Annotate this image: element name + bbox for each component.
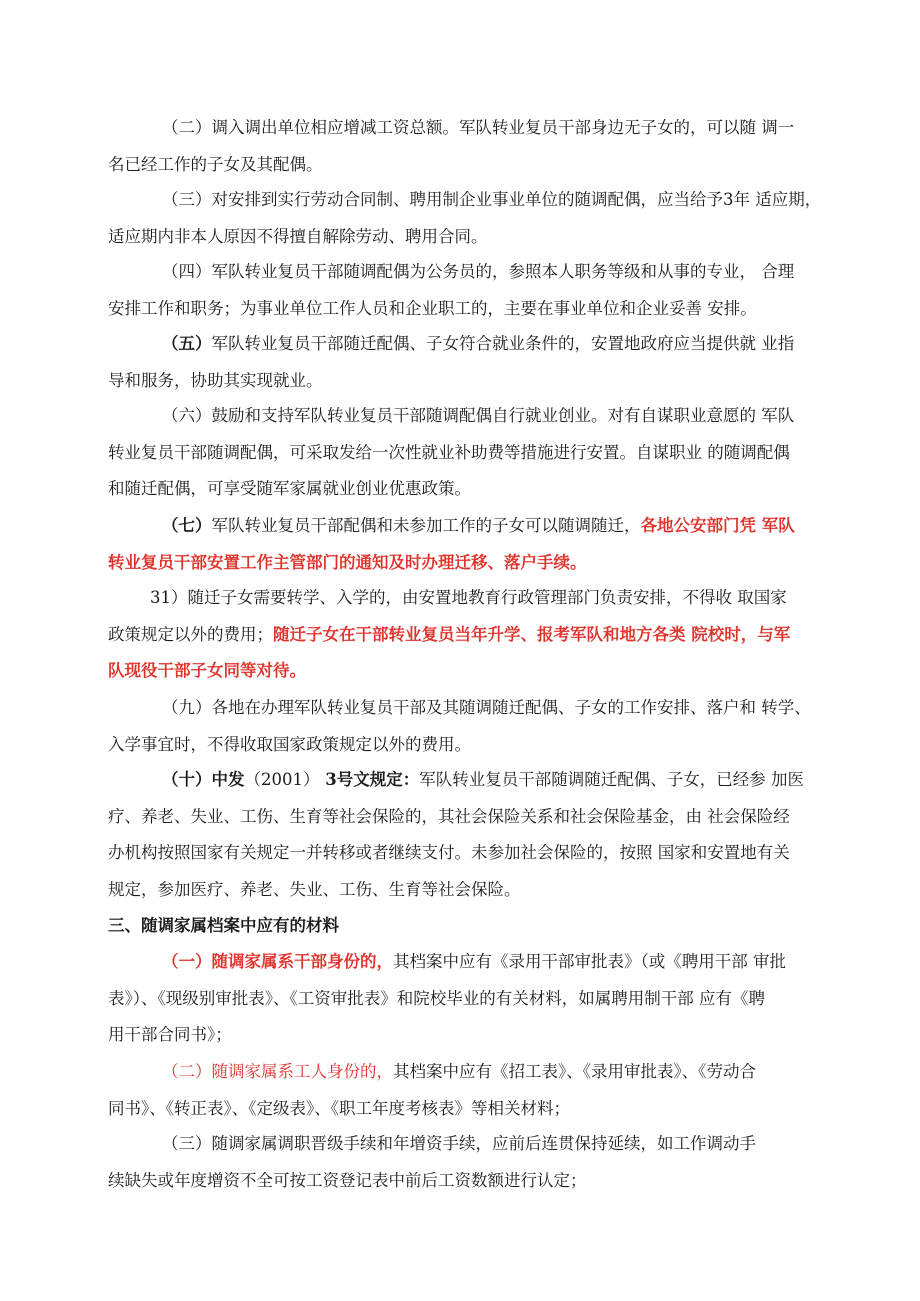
- text-line: [108, 944, 818, 981]
- paragraph-8: [108, 580, 818, 690]
- bold-text: 3号文规定：: [319, 770, 420, 789]
- text-line: （九）各地在办理军队转业复员干部及其随调随迁配偶、子女的工作安排、落户和 转学、: [162, 698, 811, 717]
- highlight-text: 转业复员干部安置工作主管部门的通知及时办理迁移、落户手续。: [108, 552, 587, 572]
- text-line: [108, 1054, 818, 1091]
- text-line: 办机构按照国家有关规定一并转移或者继续支付。未参加社会保险的，按照 国家和安置地有关: [108, 843, 790, 862]
- paragraph-2: [108, 110, 818, 183]
- text-line: 名已经工作的子女及其配偶。: [108, 154, 323, 174]
- item-number: （五）: [162, 334, 212, 353]
- text-run: 其档案中应有《录用干部审批表》（或《聘用干部 审批: [393, 952, 786, 971]
- text-line: （二）调入调出单位相应增减工资总额。军队转业复员干部身边无子女的，可以随 调一: [162, 118, 795, 137]
- text-run: 军队转业复员干部配偶和未参加工作的子女可以随调随迁，: [211, 516, 641, 535]
- paragraph-5: [108, 326, 818, 399]
- text-line: 续缺失或年度增资不全可按工资登记表中前后工资数额进行认定；: [108, 1170, 587, 1190]
- text-line: 入学事宜时，不得收取国家政策规定以外的费用。: [108, 734, 471, 754]
- text-line: 疗、养老、失业、工伤、生育等社会保险的，其社会保险关系和社会保险基金，由 社会保险经: [108, 806, 790, 826]
- highlight-text: （二）随调家属系工人身份的，: [162, 1062, 393, 1081]
- text-run: （2001）: [244, 770, 320, 789]
- text-line: （六）鼓励和支持军队转业复员干部随调配偶自行就业创业。对有自谋职业意愿的 军队: [162, 406, 795, 425]
- highlight-text: （一）随调家属系干部身份的，: [162, 952, 393, 971]
- paragraph-4: [108, 254, 818, 327]
- highlight-text: 各地公安部门凭 军队: [640, 516, 795, 535]
- materials-paragraph-1: [108, 944, 818, 1054]
- paragraph-9: [108, 690, 818, 763]
- paragraph-10: [108, 762, 818, 908]
- text-line: （四）军队转业复员干部随调配偶为公务员的，参照本人职务等级和从事的专业， 合理: [162, 262, 795, 281]
- text-line: 表》）、《现级别审批表》、《工资审批表》和院校毕业的有关材料，如属聘用制干部 应有《聘: [108, 988, 765, 1008]
- highlight-text: 队现役干部子女同等对待。: [108, 661, 306, 680]
- text-line: 规定，参加医疗、养老、失业、工伤、生育等社会保险。: [108, 879, 521, 899]
- materials-paragraph-3: [108, 1126, 818, 1199]
- highlight-text: 随迁子女在干部转业复员当年升学、报考军队和地方各类 院校时，与军: [273, 624, 791, 644]
- text-line: 用干部合同书》；: [108, 1025, 232, 1044]
- text-line: 同书》、《转正表》、《定级表》、《职工年度考核表》等相关材料；: [108, 1098, 570, 1118]
- text-run: 政策规定以外的费用；: [108, 624, 273, 644]
- text-line: （三）随调家属调职晋级手续和年增资手续，应前后连贯保持延续，如工作调动手: [162, 1134, 756, 1153]
- paragraph-7: [108, 508, 818, 581]
- paragraph-3: [108, 182, 822, 255]
- item-number: （十）中发: [162, 770, 245, 789]
- text-run: 军队转业复员干部随调随迁配偶、子女，已经参 加医: [419, 770, 804, 789]
- text-line: 和随迁配偶，可享受随军家属就业创业优惠政策。: [108, 479, 471, 498]
- text-line: 导和服务，协助其实现就业。: [108, 370, 323, 390]
- section-heading: 三、随调家属档案中应有的材料: [108, 916, 339, 935]
- text-line: 适应期内非本人原因不得擅自解除劳动、聘用合同。: [108, 226, 488, 246]
- materials-paragraph-2: [108, 1054, 818, 1127]
- paragraph-6: [108, 398, 818, 508]
- text-line: 31）随迁子女需要转学、入学的，由安置地教育行政管理部门负责安排，不得收 取国家: [150, 588, 787, 607]
- text-line: [108, 508, 818, 545]
- text-line: 转业复员干部随调配偶，可采取发给一次性就业补助费等措施进行安置。自谋职业 的随调配偶: [108, 442, 790, 462]
- item-number: （七）: [162, 516, 212, 535]
- text-line: [108, 762, 818, 799]
- text-run: 其档案中应有《招工表》、《录用审批表》、《劳动合: [393, 1062, 756, 1081]
- text-line: 安排工作和职务；为事业单位工作人员和企业职工的，主要在事业单位和企业妥善 安排。: [108, 298, 757, 318]
- text-line: [108, 326, 818, 363]
- text-line: [108, 617, 818, 654]
- text-run: 军队转业复员干部随迁配偶、子女符合就业条件的，安置地政府应当提供就 业指: [211, 334, 795, 353]
- text-line: （三）对安排到实行劳动合同制、聘用制企业事业单位的随调配偶，应当给予3年 适应期，: [162, 190, 822, 209]
